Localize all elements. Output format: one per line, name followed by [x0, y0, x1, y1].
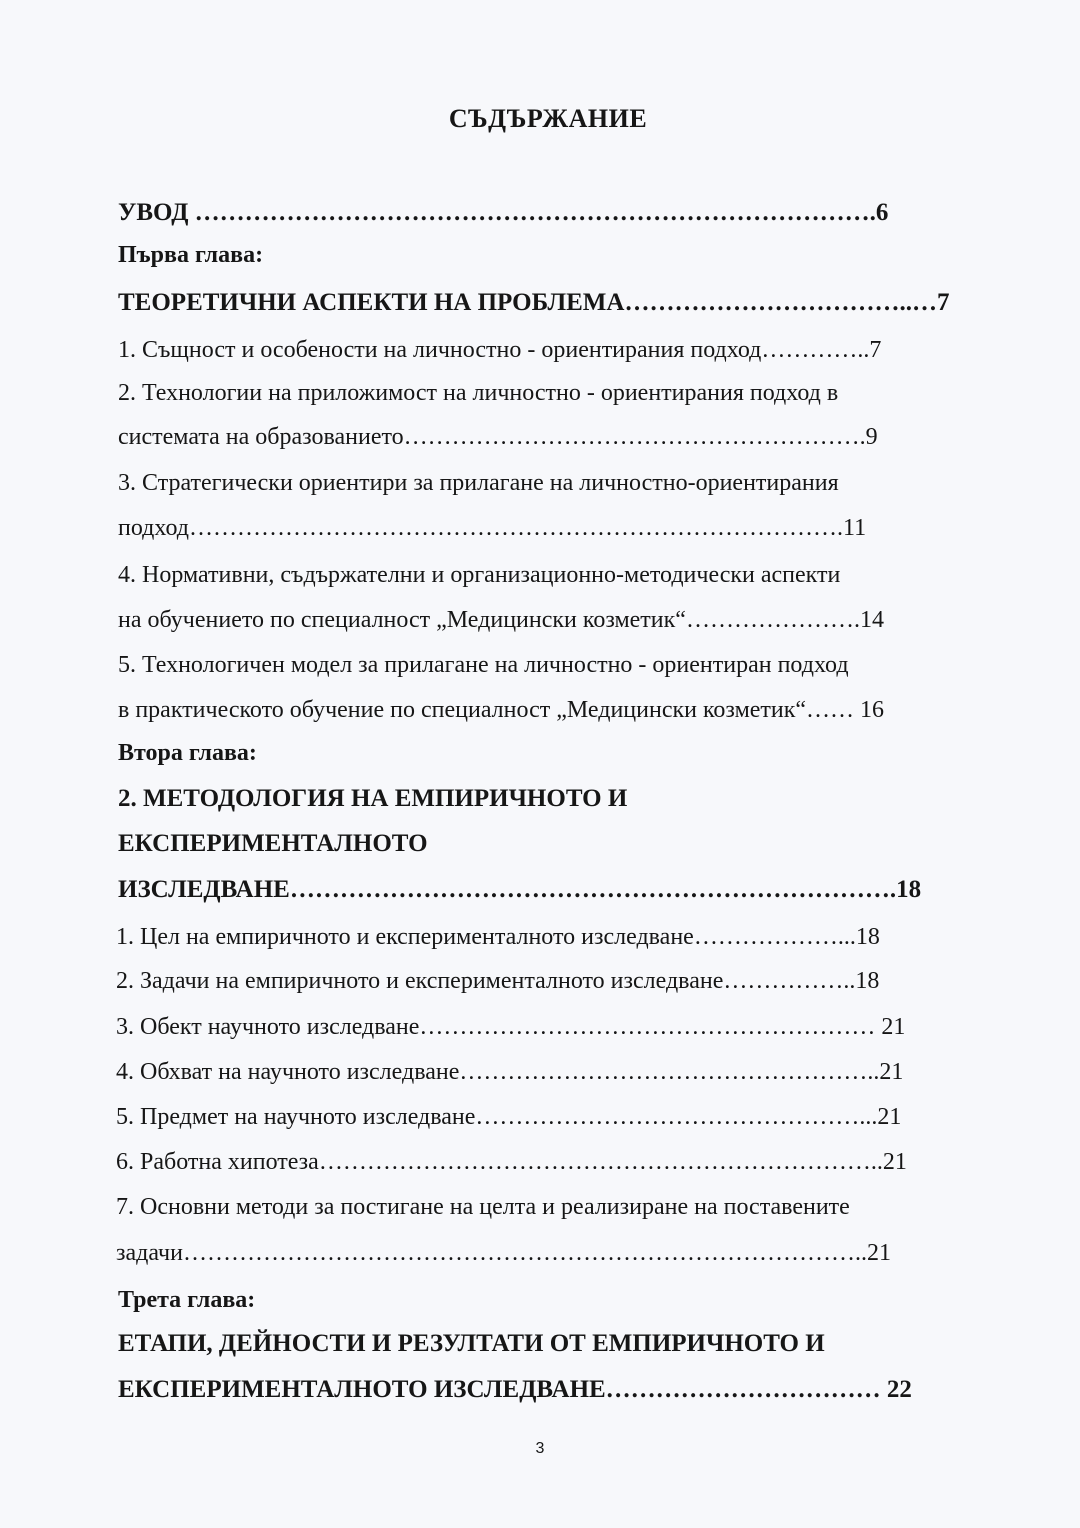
toc-entry: 2. Технологии на приложимост на личностно - ориентирания подход в [118, 380, 839, 406]
page-number: 3 [535, 1440, 545, 1457]
toc-chapter-1-label: Първа глава: [118, 242, 264, 268]
toc-entry: 1. Същност и особености на личностно - ориентирания подход…………..7 [118, 337, 882, 363]
toc-chapter-2-label: Втора глава: [118, 740, 257, 766]
toc-chapter-3-title: ЕТАПИ, ДЕЙНОСТИ И РЕЗУЛТАТИ ОТ ЕМПИРИЧНОТО И [118, 1330, 825, 1357]
toc-entry: 2. Задачи на емпиричното и експерименталното изследване……………..18 [116, 968, 880, 994]
toc-entry: 7. Основни методи за постигане на целта и реализиране на поставените [116, 1194, 850, 1220]
toc-chapter-2-title: ЕКСПЕРИМЕНТАЛНОТО [118, 830, 428, 857]
toc-entry-continuation: системата на образованието………………………………………………….9 [118, 424, 878, 450]
toc-chapter-2-title: ИЗСЛЕДВАНЕ……………………………………………………………….18 [118, 876, 922, 903]
toc-entry-continuation: на обучението по специалност „Медицински козметик“………………….14 [118, 607, 884, 633]
toc-entry: 3. Обект научното изследване………………………………………………… 21 [116, 1014, 906, 1040]
toc-entry: 6. Работна хипотеза……………………………………………………………..21 [116, 1149, 907, 1175]
toc-chapter-3-title: ЕКСПЕРИМЕНТАЛНОТО ИЗСЛЕДВАНЕ…………………………… 22 [118, 1376, 912, 1403]
toc-entry-continuation: подход……………………………………………………………………….11 [118, 515, 867, 541]
toc-entry: 4. Обхват на научното изследване……………………………………………..21 [116, 1059, 904, 1085]
toc-entry: 5. Технологичен модел за прилагане на личностно - ориентиран подход [118, 652, 849, 678]
page-title: СЪДЪРЖАНИЕ [448, 104, 648, 133]
toc-entry-continuation: задачи…………………………………………………………………………..21 [116, 1240, 891, 1266]
toc-entry-intro: УВОД ……………………………………………………………………….6 [118, 199, 889, 226]
toc-entry: 3. Стратегически ориентири за прилагане на личностно-ориентирания [118, 470, 839, 496]
toc-entry-continuation: в практическото обучение по специалност „Медицински козметик“…… 16 [118, 697, 885, 723]
toc-entry: 1. Цел на емпиричното и експерименталното изследване………………...18 [116, 924, 880, 950]
toc-chapter-3-label: Трета глава: [118, 1287, 256, 1313]
toc-entry: 4. Нормативни, съдържателни и организационно-методически аспекти [118, 562, 841, 588]
toc-entry: 5. Предмет на научното изследване…………………………………………...21 [116, 1104, 902, 1130]
toc-chapter-1-title: ТЕОРЕТИЧНИ АСПЕКТИ НА ПРОБЛЕМА……………………………..…7 [118, 289, 950, 316]
toc-chapter-2-title: 2. МЕТОДОЛОГИЯ НА ЕМПИРИЧНОТО И [118, 785, 628, 812]
